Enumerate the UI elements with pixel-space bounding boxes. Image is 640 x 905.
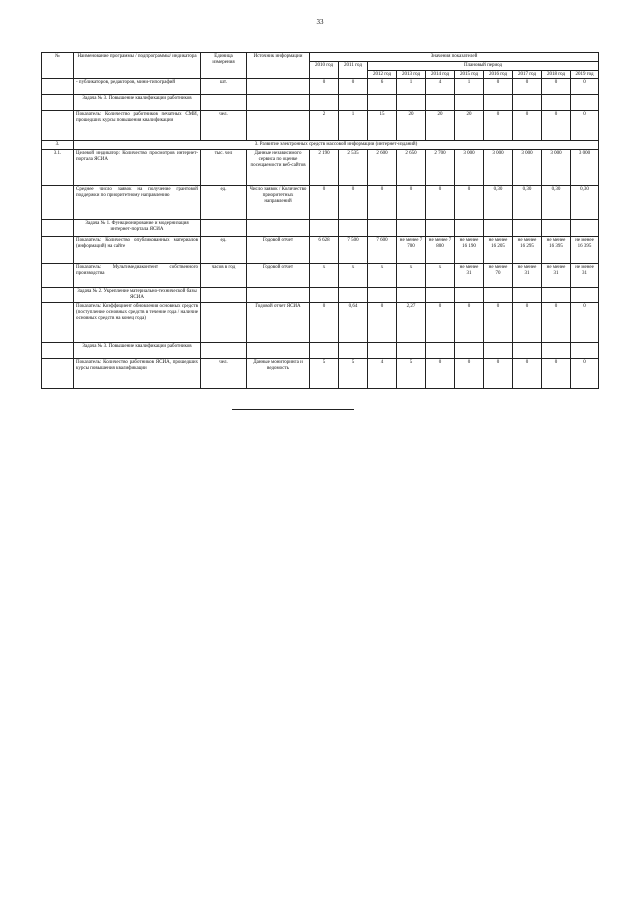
cell-value: 0 [455, 359, 484, 389]
cell-no [42, 220, 74, 237]
cell-value [513, 95, 542, 111]
cell-value: x [397, 264, 426, 288]
cell-value: 3 000 [484, 150, 513, 186]
header-year-2010: 2010 год [310, 61, 339, 79]
cell-value: 0 [310, 303, 339, 343]
cell-value: 2 650 [397, 150, 426, 186]
cell-value: 0 [339, 186, 368, 220]
cell-value [397, 220, 426, 237]
cell-unit [201, 220, 247, 237]
table-row [42, 111, 599, 141]
indicator-name: Показатель: Коэффициент обновления основных средств (поступление основных средств в течение года / наличие основных средств на конец года) [74, 303, 201, 343]
indicator-name: Показатель: Количество работников ЯСИА, прошедших курсы повышения квалификации [74, 359, 201, 389]
cell-value: 0 [368, 186, 397, 220]
cell-no [42, 264, 74, 288]
cell-value: 2 [310, 111, 339, 141]
cell-value: x [310, 264, 339, 288]
cell-source: Число заявок / Количество приоритетных направлений [247, 186, 310, 220]
cell-value: 0 [426, 186, 455, 220]
cell-no [42, 303, 74, 343]
cell-value: не менее 16 395 [542, 237, 571, 264]
cell-value [397, 343, 426, 359]
cell-value: 4 [426, 79, 455, 95]
cell-value [513, 288, 542, 303]
header-year-2011: 2011 год [339, 61, 368, 79]
cell-value [397, 288, 426, 303]
cell-no [42, 111, 74, 141]
cell-value: 3 000 [542, 150, 571, 186]
cell-value [542, 288, 571, 303]
cell-value [426, 220, 455, 237]
cell-value: 0 [542, 79, 571, 95]
cell-value [339, 95, 368, 111]
cell-value: 4 [368, 359, 397, 389]
cell-value: 0 [455, 186, 484, 220]
cell-value: не менее 31 [513, 264, 542, 288]
cell-value: 3 000 [455, 150, 484, 186]
indicator-name: - публикаторов, редакторов, мини-типографий [74, 79, 201, 95]
indicator-name: Целевой индикатор: Количество просмотров интернет-портала ЯСИА [74, 150, 201, 186]
cell-value: 0,30 [542, 186, 571, 220]
section-no: 3. [42, 141, 74, 150]
cell-value: 0 [426, 303, 455, 343]
cell-value [368, 95, 397, 111]
cell-unit: тыс. чел [201, 150, 247, 186]
cell-value: 1 [455, 79, 484, 95]
cell-value [455, 95, 484, 111]
cell-value [484, 95, 513, 111]
cell-source: Данные мониторинга и ведомость [247, 359, 310, 389]
cell-no: 3.1. [42, 150, 74, 186]
cell-source [247, 79, 310, 95]
cell-value [571, 343, 599, 359]
cell-value: 0 [542, 111, 571, 141]
cell-value: 0,64 [339, 303, 368, 343]
cell-value: не менее 7 800 [426, 237, 455, 264]
cell-value: 6 [368, 79, 397, 95]
cell-unit: часов в год [201, 264, 247, 288]
cell-value: 2,27 [397, 303, 426, 343]
cell-value: 20 [426, 111, 455, 141]
cell-value: 7 500 [339, 237, 368, 264]
cell-unit [201, 303, 247, 343]
cell-value [339, 220, 368, 237]
table-row [42, 186, 599, 220]
cell-value [542, 95, 571, 111]
cell-value [455, 220, 484, 237]
cell-value: 0 [368, 303, 397, 343]
cell-value: 0 [513, 111, 542, 141]
cell-value: 6 628 [310, 237, 339, 264]
cell-no [42, 95, 74, 111]
cell-value: 20 [397, 111, 426, 141]
header-source: Источник информации [247, 53, 310, 79]
cell-value [455, 288, 484, 303]
cell-unit [201, 95, 247, 111]
cell-value: 5 [339, 359, 368, 389]
header-plan-year: 2014 год [426, 70, 455, 79]
cell-no [42, 237, 74, 264]
cell-value: не менее 7 700 [397, 237, 426, 264]
cell-value: 2 535 [339, 150, 368, 186]
cell-value: не менее 31 [455, 264, 484, 288]
cell-no [42, 343, 74, 359]
cell-value: 0 [484, 359, 513, 389]
cell-value: не менее 31 [571, 264, 599, 288]
header-name: Наименование программы / подпрограммы/ индикатора [74, 53, 201, 79]
table-row [42, 95, 599, 111]
cell-value: 0,30 [484, 186, 513, 220]
cell-value: не менее 16 395 [571, 237, 599, 264]
cell-value: 0 [484, 303, 513, 343]
cell-value: 15 [368, 111, 397, 141]
cell-source [247, 343, 310, 359]
cell-value [426, 343, 455, 359]
cell-value: 0 [397, 186, 426, 220]
cell-value: 0 [513, 303, 542, 343]
cell-value: 0 [571, 359, 599, 389]
cell-value [368, 343, 397, 359]
table-row [42, 343, 599, 359]
table-row [42, 288, 599, 303]
cell-source: Годовой отчет [247, 237, 310, 264]
cell-value: 2 190 [310, 150, 339, 186]
cell-unit [201, 288, 247, 303]
cell-value: не менее 70 [484, 264, 513, 288]
cell-unit: ед. [201, 186, 247, 220]
task-title: Задача № 3. Повышение квалификации работников [74, 95, 201, 111]
task-title: Задача № 3. Повышение квалификации работников [74, 343, 201, 359]
cell-value [542, 220, 571, 237]
cell-unit: шт. [201, 79, 247, 95]
table-row [42, 220, 599, 237]
cell-value [426, 288, 455, 303]
cell-source [247, 220, 310, 237]
indicator-name: Показатель: Мультимедиаконтент собственного производства [74, 264, 201, 288]
table-row [42, 359, 599, 389]
header-plan-year: 2019 год [571, 70, 599, 79]
header-no: № [42, 53, 74, 79]
table-row [42, 303, 599, 343]
indicator-name: Показатель: Количество опубликованных материалов (информаций) на сайте [74, 237, 201, 264]
cell-value [542, 343, 571, 359]
table-row [42, 141, 599, 150]
table-row [42, 79, 599, 95]
cell-no [42, 79, 74, 95]
cell-source [247, 111, 310, 141]
header-plan-year: 2015 год [455, 70, 484, 79]
cell-value [455, 343, 484, 359]
task-title: Задача № 1. Функционирование и модернизация интернет-портала ЯСИА [74, 220, 201, 237]
signature-line [232, 409, 354, 410]
header-plan-year: 2018 год [542, 70, 571, 79]
cell-unit: чел. [201, 111, 247, 141]
cell-source [247, 288, 310, 303]
cell-value: 5 [397, 359, 426, 389]
cell-value: 0,30 [571, 186, 599, 220]
table-row [42, 150, 599, 186]
header-plan-year: 2012 год [368, 70, 397, 79]
cell-value [310, 95, 339, 111]
cell-value: 0 [571, 303, 599, 343]
cell-value: 0 [310, 186, 339, 220]
cell-value [571, 220, 599, 237]
header-values: Значения показателей [310, 53, 599, 62]
indicator-name: Среднее число заявок на получение грантовой поддержки по приоритетному направлению [74, 186, 201, 220]
cell-source: Годовой отчет [247, 264, 310, 288]
cell-value: 0 [571, 79, 599, 95]
cell-no [42, 359, 74, 389]
cell-value [484, 288, 513, 303]
cell-value [310, 343, 339, 359]
cell-value: 1 [397, 79, 426, 95]
cell-value [513, 343, 542, 359]
cell-value: 0 [484, 79, 513, 95]
cell-value [368, 288, 397, 303]
cell-value [426, 95, 455, 111]
indicator-name: Показатель: Количество работников печатных СМИ, прошедших курсы повышения квалификации [74, 111, 201, 141]
page-number: 33 [316, 18, 324, 26]
cell-source [247, 95, 310, 111]
cell-value [397, 95, 426, 111]
section-title: 3. Развитие электронных средств массовой информации (интернет-изданий) [74, 141, 599, 150]
cell-unit: ед. [201, 237, 247, 264]
cell-value: 0 [513, 79, 542, 95]
cell-value [484, 343, 513, 359]
cell-value: не менее 16 190 [455, 237, 484, 264]
cell-value: не менее 16 295 [513, 237, 542, 264]
cell-unit [201, 343, 247, 359]
cell-value: 20 [455, 111, 484, 141]
cell-no [42, 186, 74, 220]
table-row [42, 237, 599, 264]
cell-value: 2 600 [368, 150, 397, 186]
cell-value: 0 [571, 111, 599, 141]
cell-value [310, 220, 339, 237]
cell-value: 5 [310, 359, 339, 389]
cell-source: Данные независимого сервиса по оценке посещаемости веб-сайтов [247, 150, 310, 186]
table-row [42, 264, 599, 288]
cell-value [484, 220, 513, 237]
header-plan-year: 2017 год [513, 70, 542, 79]
cell-value: 7 600 [368, 237, 397, 264]
header-plan-year: 2016 год [484, 70, 513, 79]
cell-value [571, 95, 599, 111]
cell-value: x [426, 264, 455, 288]
cell-value: 0 [542, 359, 571, 389]
cell-value: 3 000 [571, 150, 599, 186]
cell-value: x [339, 264, 368, 288]
cell-value: 2 700 [426, 150, 455, 186]
indicators-table [41, 52, 599, 389]
cell-value: 3 000 [513, 150, 542, 186]
cell-value: 0,30 [513, 186, 542, 220]
cell-value: 0 [339, 79, 368, 95]
cell-value [339, 288, 368, 303]
header-plan-year: 2013 год [397, 70, 426, 79]
task-title: Задача № 2. Укрепление материально-технической базы ЯСИА [74, 288, 201, 303]
cell-source: Годовой отчет ЯСИА [247, 303, 310, 343]
cell-value: 0 [426, 359, 455, 389]
cell-value: x [368, 264, 397, 288]
header-plan: Плановый период [368, 61, 599, 70]
cell-value [339, 343, 368, 359]
cell-value [310, 288, 339, 303]
cell-value [368, 220, 397, 237]
cell-value: 0 [455, 303, 484, 343]
cell-value: 0 [513, 359, 542, 389]
cell-unit: чел. [201, 359, 247, 389]
cell-no [42, 288, 74, 303]
cell-value [513, 220, 542, 237]
cell-value: 1 [339, 111, 368, 141]
cell-value: 0 [542, 303, 571, 343]
cell-value: не менее 16 205 [484, 237, 513, 264]
cell-value [571, 288, 599, 303]
cell-value: не менее 31 [542, 264, 571, 288]
cell-value: 0 [484, 111, 513, 141]
header-unit: Единица измерения [201, 53, 247, 79]
cell-value: 0 [310, 79, 339, 95]
